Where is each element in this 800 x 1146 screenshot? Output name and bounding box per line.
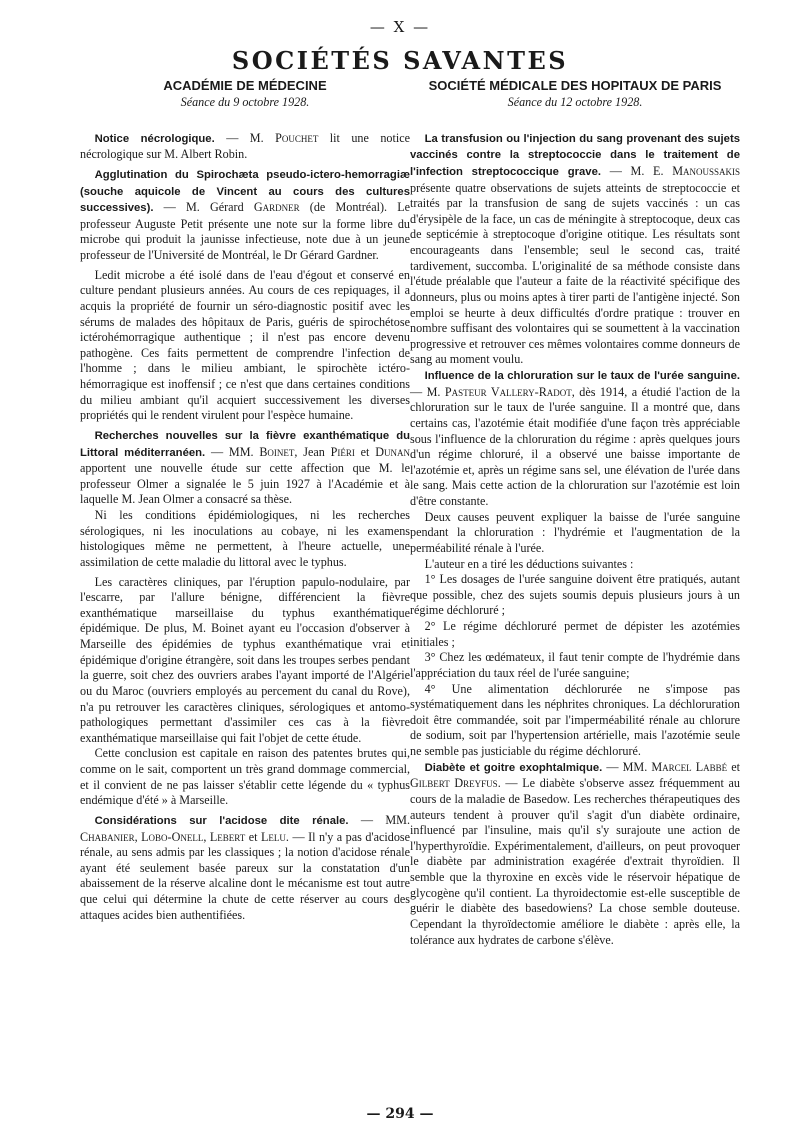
deduction-item: 1° Les dosages de l'urée sanguine doivent être pratiqués, autant que possible, chez des sujets soumis depuis plusieurs jours à un régime déchloruré ; [410, 572, 740, 618]
author-name: Boinet [259, 444, 295, 459]
author-name: Pasteur Vallery-Radot [444, 384, 572, 399]
author-name: Dunan [375, 444, 410, 459]
academie-heading: ACADÉMIE DE MÉDECINE [163, 78, 327, 93]
article-fievre-exanthematique: Recherches nouvelles sur la fièvre exanthématique du Littoral méditerranéen. — MM. Boinet, Jean Piéri et Dunan apportent une nouvelle étude sur cette affection que M. le professeur Olmer a signalée le 5 juin 1927 à l'Académie et à laquelle M. Jean Olmer a consacré sa thèse. [80, 429, 410, 507]
article-chloruration: Influence de la chloruration sur le taux de l'urée sanguine. — M. Pasteur Vallery-Radot, dès 1914, a étudié l'action de la chloruration sur le taux de l'urée sanguine. Il a montré que, dans certains cas, l'azotémie était modifiée d'une façon très appréciable sous l'influence de la chloruration du régime : après quelques jours d'un régime chloruré, il a observé une baisse importante de l'azotémie et, après un régime sans sel, une élévation de l'urée dans le sang. Mais cette action de la chloruration sur l'azotémie est loin d'être constante. [410, 370, 741, 508]
author-name: Piéri [330, 444, 355, 459]
paragraph: Ledit microbe a été isolé dans de l'eau d'égout et conservé en culture pendant plusieurs années. Au cours de ces repiquages, il a acquis la propriété de fournir un séro-diagnostic positif avec les sérums de malades des hôpitaux de Paris, guéris de spirochétose ictérohémorragique authentique ; il n'est pas encore devenu pathogène. Ces faits permettent de comprendre l'infection de l'homme ; dans le milieu ambiant, le spirochète ictéro-hémorragique est inoffensif ; ce n'est que dans certaines conditions du milieu ambiant qu'il acquiert successivement les diverses propriétés qui le rendent virulent pour l'espèce humaine. [80, 267, 410, 423]
page-title: SOCIÉTÉS SAVANTES [231, 46, 569, 75]
article-agglutination: Agglutination du Spirochæta pseudo-ictero-hemorragiæ (souche aquicole de Vincent au cours des cultures successives). — M. Gérard Gardner (de Montréal). Le professeur Auguste Petit présente une note sur la forme libre du microbe qui produit la jaunisse infectieuse, note due à un jeune professeur de l'Université de Montréal, le Dr Gérard Gardner. [80, 168, 411, 262]
article-notice-necrologique: Notice nécrologique. — M. Pouchet lit une notice nécrologique sur M. Albert Robin. [80, 130, 411, 162]
rubric: Recherches nouvelles sur la fièvre exanthématique du Littoral méditerranéen. [80, 429, 410, 459]
deduction-item: 2° Le régime déchloruré permet de dépister les azotémies initiales ; [410, 619, 740, 649]
right-column [410, 78, 740, 948]
paragraph: L'auteur en a tiré les déductions suivantes : [424, 556, 634, 571]
paragraph: Cette conclusion est capitale en raison des patentes brutes qui, comme on le sait, comportent un très grand dommage commercial, et il convient de ne pas laisser s'établir cette légende du « typhus endémique d'été » à Marseille. [80, 746, 410, 808]
rubric: Agglutination du Spirochæta pseudo-ictero-hemorragiæ (souche aquicole de Vincent au cours des cultures successives). [80, 168, 410, 215]
author-name: Gardner [253, 200, 300, 215]
section-roman-numeral: — X — [369, 18, 431, 36]
article-transfusion: La transfusion ou l'injection du sang provenant des sujets vaccinés contre la streptococcie dans le traitement de l'infection streptococcique grave. — M. E. Manoussakis présente quatre observations de sujets atteints de streptococcie et traités par la transfusion de sang de sujets vaccinés : un cas d'érysipèle de la face, un cas de méningite à streptocoque, deux cas de septicémie à streptocoque d'origine otitique. Les résultats sont encourageants dans l'ensemble; seul le second cas, traité tardivement, succomba. L'originalité de sa méthode consiste dans l'étude préalable que l'auteur a faite de la réactivité spécifique des donneurs, plus ou moins aptes à tirer parti de l'antigène injecté. Son emploi se heurte à deux difficultés d'ordre pratique : trouver en nombre suffisant des volontaires qui se soumettent à la vaccination progressive et retrouver ces mêmes volontaires comme donneurs de sang au moment voulu. [410, 132, 740, 367]
author-name: Gilbert Dreyfus [410, 776, 498, 791]
societe-medicale-heading: SOCIÉTÉ MÉDICALE DES HOPITAUX DE PARIS [428, 78, 722, 93]
author-name: Pouchet [275, 130, 319, 145]
rubric: La transfusion ou l'injection du sang provenant des sujets vaccinés contre la streptococcie dans le traitement de l'infection streptococcique grave. [410, 132, 740, 178]
rubric: Influence de la chloruration sur le taux de l'urée sanguine. [424, 370, 740, 382]
author-name: Marcel Labbé [651, 759, 728, 774]
rubric: Notice nécrologique. [94, 132, 215, 145]
academie-session-date: Séance du 9 octobre 1928. [180, 95, 310, 109]
societe-session-date: Séance du 12 octobre 1928. [507, 95, 643, 109]
paragraph: Ni les conditions épidémiologiques, ni les recherches sérologiques, ni les inoculations au cobaye, ni les examens histologiques même ne permettent, à l'heure actuelle, une assimilation de cette maladie du littoral avec le typhus. [80, 508, 410, 569]
author-name: Lelu [261, 829, 286, 844]
deduction-item: 3° Chez les œdémateux, il faut tenir compte de l'hydrémie dans l'appréciation du taux réel de l'urée sanguine; [410, 650, 740, 680]
paragraph: Les caractères cliniques, par l'éruption papulo-nodulaire, par l'escarre, par l'allure bénigne, différencient la fièvre exanthématique marseillaise du typhus exanthématique épidémique. De plus, M. Boinet ayant eu l'occasion d'observer à Marseille des épidémies de typhus exanthématique vrai et épidémique d'origine étrangère, soit dans les troupes serbes pendant la guerre, soit chez des ouvriers arabes l'ayant importé de l'Algérie ou du Maroc (ouvriers employés au percement du canal du Rove), n'a pu retrouver les caractères cliniques, sérologiques et antomo-pathologiques permettant d'assimiler ces cas à la fièvre exanthématique marseillaise qui fait l'objet de cette étude. [80, 574, 410, 745]
article-diabete-goitre: Diabète et goitre exophtalmique. — MM. Marcel Labbé et Gilbert Dreyfus. — Le diabète s'observe assez fréquemment au cours de la maladie de Basedow. Les recherches thérapeutiques des auteurs tendent à prouver qu'il s'agit d'un diabète ordinaire, influencé par l'insuline, mais qu'il s'y surajoute une action de l'hyperthyroïdie. Expérimentalement, d'ailleurs, on peut provoquer le diabète par administration exagérée d'extrait thyroïdien. Il semble que la thyroxine en excès vide le réservoir hépatique de glycogène qu'il contient. La thyroidectomie est-elle susceptible de guérir le diabète des basedowiens? La chose semble douteuse. Cependant la thyroïdectomie améliore le diabète : après elle, la tolérance aux hydrates de carbone s'élève. [410, 759, 741, 947]
article-acidose-renale: Considérations sur l'acidose dite rénale. — MM. Chabanier, Lobo-Onell, Lebert et Lelu. — Il n'y a pas d'acidose rénale, au sens admis par les classiques ; la notion d'acidose rénale ayant été seulement basée pareux sur la constatation d'un abaissement de la réserve alcaline dont le mécanisme est tout autre que celui qui détermine la chute de cette réserver au cours des attaques acides bien authentifiées. [80, 812, 411, 922]
rubric: Considérations sur l'acidose dite rénale. [94, 814, 349, 827]
author-name: Manoussakis [672, 163, 740, 178]
left-column [80, 78, 410, 927]
paragraph: Deux causes peuvent expliquer la baisse de l'urée sanguine pendant la chloruration : l'hydrémie et l'augmentation de la perméabilité rénale à l'urée. [410, 509, 740, 555]
page-number: — 294 — [366, 1106, 434, 1122]
rubric: Diabète et goitre exophtalmique. [424, 761, 603, 774]
author-name: Chabanier, Lobo-Onell, Lebert [80, 829, 246, 844]
deduction-item: 4° Une alimentation déchlorurée ne s'impose pas systématiquement dans les néphrites chroniques. La déchloruration doit être commandée, soit par l'imperméabilité rénale au chlorure de sodium, soit par l'hypertension artérielle, mais l'azotémie seule ne semble pas justiciable du régime déchloruré. [410, 681, 740, 758]
